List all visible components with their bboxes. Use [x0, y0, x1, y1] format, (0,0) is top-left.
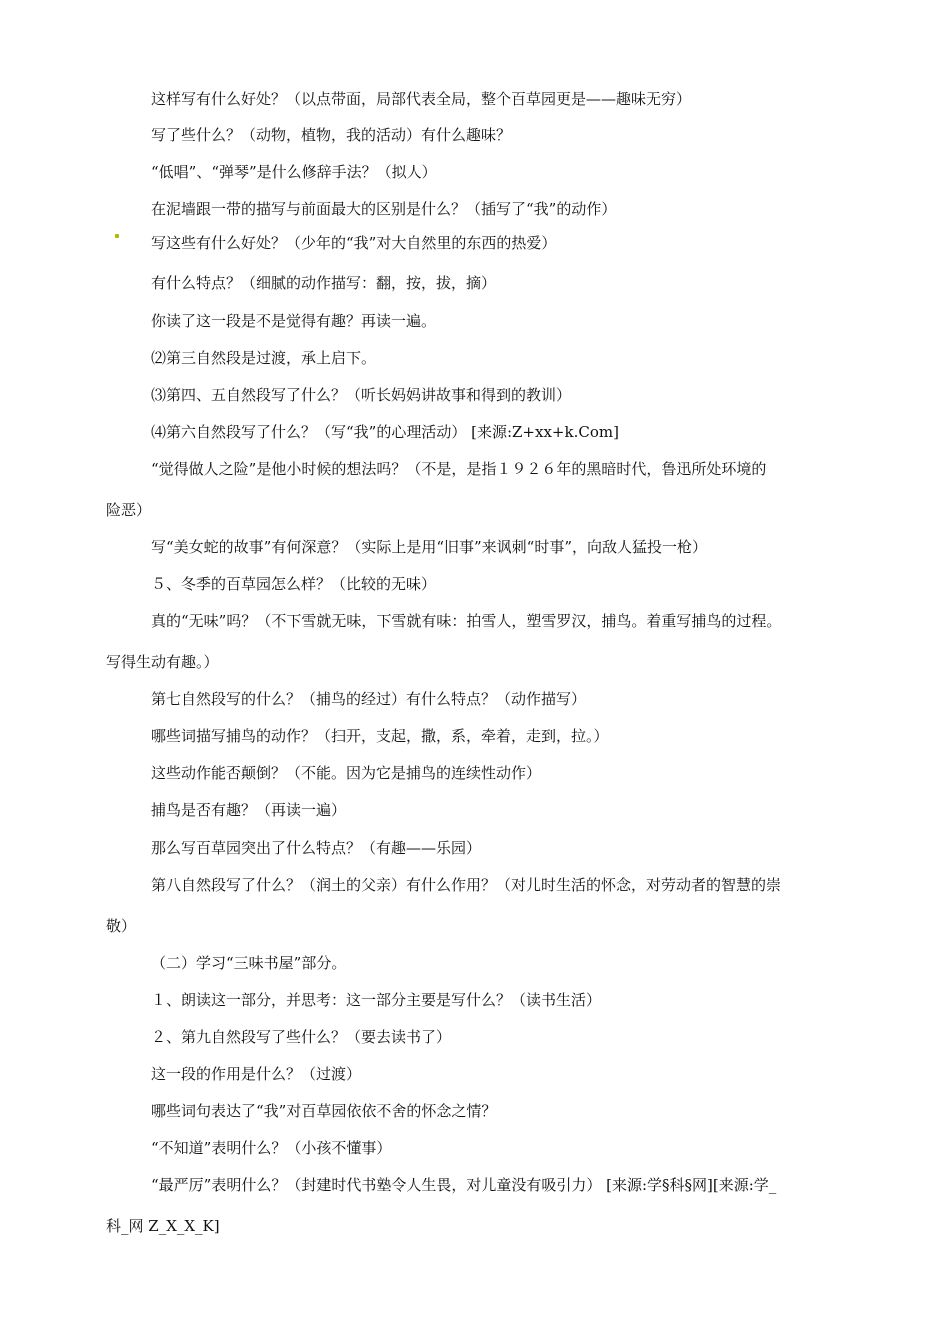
text-line: “低唱”、“弹琴”是什么修辞手法？（拟人） — [151, 163, 437, 181]
text-line: 在泥墙跟一带的描写与前面最大的区别是什么？（插写了“我”的动作） — [151, 200, 617, 218]
text-line: 哪些词描写捕鸟的动作？（扫开，支起，撒，系，牵着，走到，拉。） — [151, 727, 609, 745]
text-line: ⑷第六自然段写了什么？（写“我”的心理活动） [来源:Z+xx+k.Com] — [151, 423, 619, 441]
bullet-mark — [115, 234, 119, 238]
text-line: ５、冬季的百草园怎么样？（比较的无味） — [151, 575, 437, 593]
text-line: 哪些词句表达了“我”对百草园依依不舍的怀念之情？ — [151, 1102, 497, 1120]
text-line: 第七自然段写的什么？（捕鸟的经过）有什么特点？（动作描写） — [151, 690, 587, 708]
text-line: 真的“无味”吗？（不下雪就无味，下雪就有味：拍雪人，塑雪罗汉，捕鸟。着重写捕鸟的过程。 — [151, 612, 782, 630]
text-line: ⑵第三自然段是过渡，承上启下。 — [151, 349, 377, 367]
text-line: 写得生动有趣。） — [106, 653, 219, 671]
text-line: 写“美女蛇的故事”有何深意？（实际上是用“旧事”来讽刺“时事”，向敌人猛投一枪） — [151, 538, 708, 556]
text-line: 险恶） — [106, 501, 152, 519]
text-line: ２、第九自然段写了些什么？（要去读书了） — [151, 1028, 452, 1046]
text-line: 科_网 Z_X_X_K] — [106, 1217, 220, 1235]
text-line: ⑶第四、五自然段写了什么？（听长妈妈讲故事和得到的教训） — [151, 386, 572, 404]
text-line: 那么写百草园突出了什么特点？（有趣——乐园） — [151, 839, 482, 857]
text-line: “不知道”表明什么？（小孩不懂事） — [151, 1139, 392, 1157]
text-line: 第八自然段写了什么？（润土的父亲）有什么作用？（对儿时生活的怀念，对劳动者的智慧的崇 — [151, 876, 782, 894]
text-line: 有什么特点？（细腻的动作描写：翻，按，拔，摘） — [151, 274, 497, 292]
section-heading: （二）学习“三味书屋”部分。 — [151, 954, 347, 972]
text-line: “觉得做人之险”是他小时候的想法吗？（不是，是指１９２６年的黑暗时代，鲁迅所处环境的 — [151, 460, 767, 478]
text-line: 写这些有什么好处？（少年的“我”对大自然里的东西的热爱） — [151, 234, 557, 252]
text-line: 写了些什么？（动物，植物，我的活动）有什么趣味？ — [151, 126, 512, 144]
text-line: 这样写有什么好处？（以点带面，局部代表全局，整个百草园更是——趣味无穷） — [151, 90, 692, 108]
text-line: 捕鸟是否有趣？（再读一遍） — [151, 801, 347, 819]
text-line: “最严厉”表明什么？（封建时代书塾令人生畏，对儿童没有吸引力） [来源:学§科§网][来源:学_ — [151, 1176, 777, 1194]
text-line: １、朗读这一部分，并思考：这一部分主要是写什么？（读书生活） — [151, 991, 602, 1009]
text-line: 这一段的作用是什么？（过渡） — [151, 1065, 362, 1083]
text-line: 敬） — [106, 917, 137, 935]
text-line: 你读了这一段是不是觉得有趣？再读一遍。 — [151, 312, 437, 330]
text-line: 这些动作能否颠倒？（不能。因为它是捕鸟的连续性动作） — [151, 764, 542, 782]
